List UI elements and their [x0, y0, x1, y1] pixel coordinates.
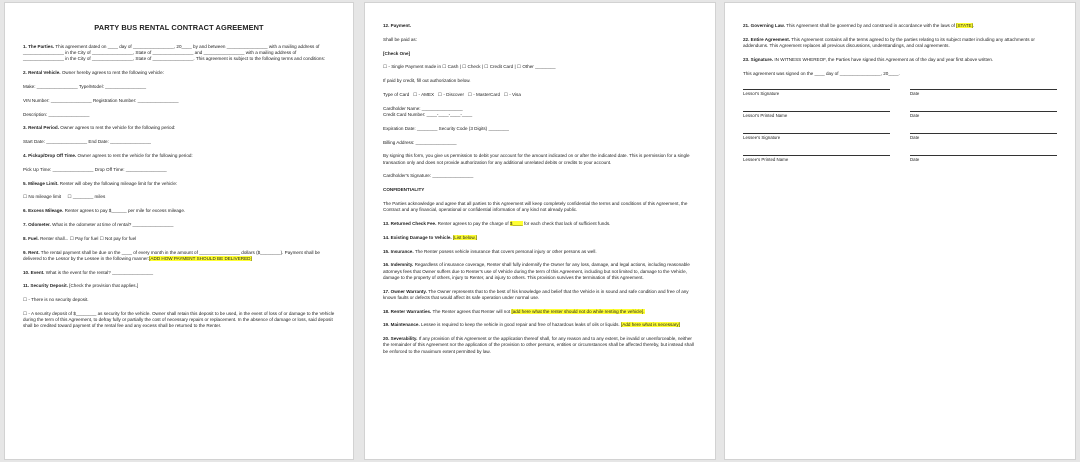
- clause-heading: [Check One]: [383, 50, 411, 56]
- clause-heading: 9. Rent.: [23, 249, 40, 255]
- clause-text: Billing Address: ________________: [383, 139, 457, 145]
- page1-paragraph: [23, 250, 335, 262]
- clause-heading: 20. Severability.: [383, 336, 418, 342]
- clause-heading: 14. Existing Damage to Vehicle.: [383, 234, 452, 240]
- clause-text: Description: ________________: [23, 111, 90, 117]
- document-page-1: [4, 2, 354, 460]
- clause-text: This Agreement contains all the terms agreed to by the parties relating to its subject matter including any attachments or addendums. This Agreement replaces all previous discussions, understandings, and oral agreements.: [743, 36, 1037, 48]
- page1-paragraph: [23, 139, 335, 145]
- page2-paragraph: [383, 187, 697, 193]
- clause-text: ☐ - A security deposit of $________ as security for the vehicle. Owner shall retain this deposit to be used, in the event of loss of or damage to the Vehicle during the term of this Agreement, to defray fully or partially the cost of necessary repairs or replacement. In the absence of damage or loss, said deposit shall be credited toward payment of the rental fee and any excess shall be returned to the Renter.: [23, 310, 336, 329]
- clause-text: for each check that lack of sufficient funds.: [522, 220, 611, 226]
- page2-paragraph: [383, 23, 697, 29]
- clause-text: The Renter agrees that Renter will not: [431, 308, 512, 314]
- clause-text: Renter agrees to pay the charge of: [436, 220, 510, 226]
- page1-paragraph: [23, 283, 335, 289]
- clause-heading: CONFIDENTIALITY: [383, 187, 425, 193]
- clause-text: VIN Number: ________________ Registration Number: ________________: [23, 97, 179, 103]
- page1-paragraph: [23, 222, 335, 228]
- clause-text: Pick Up Time: ________________ Drop Off Time: ________________: [23, 166, 167, 172]
- page2-paragraph: [383, 106, 697, 118]
- clause-text: Shall be paid as:: [383, 36, 417, 42]
- page1-paragraph: [23, 153, 335, 159]
- clause-text: This agreement was signed on the ____ day of ________________, 20____.: [743, 70, 900, 76]
- page3-paragraph: [743, 71, 1057, 77]
- page2-paragraph: [383, 140, 697, 146]
- clause-text: What is the event for the rental? ________________: [44, 269, 153, 275]
- clause-text: Renter will obey the following mileage limit for the vehicle:: [58, 180, 178, 186]
- page2-paragraph: [383, 92, 697, 98]
- clause-text: If any provision of this Agreement or the application thereof shall, for any reason and to any extent, be invalid or unenforceable, neither the remainder of this Agreement nor the application of the provision to other persons, entities or circumstances shall be affected thereby, but instead shall be enforced to the maximum extent permitted by law.: [383, 336, 696, 354]
- clause-heading: 3. Rental Period.: [23, 125, 59, 131]
- page-3-body: [743, 23, 1057, 77]
- clause-text: This agreement dated on ____ day of ________________, 20____ by and between ________________ with a mailing address of ________________ in the City of ________________, State of ________________ and ________________ with a mailing address of ________________ in the City of ________________, State of ________________. This agreement is subject to the following terms and conditions:: [23, 44, 326, 62]
- clause-text: What is the odometer at time of rental? ________________: [50, 221, 174, 227]
- page1-paragraph: [23, 181, 335, 187]
- clause-text: ☐ - Single Payment made in ☐ Cash | ☐ Check | ☐ Credit Card | ☐ Other ________: [383, 64, 556, 70]
- clause-text: IN WITNESS WHEREOF, the Parties have signed this Agreement as of the day and year first above written.: [773, 56, 994, 62]
- page2-paragraph: [383, 249, 697, 255]
- page-1-body: [23, 44, 335, 330]
- clause-text: Regardless of insurance coverage, Renter shall fully indemnify the Owner for any loss, damage, and legal actions, including reasonable attorneys fees that Owner suffers due to Renter's use of Vehicle during the term of this Agreement, including but not limited to, damage to the Vehicle, damage to the property of others, injury to Renter, and injury to others. This provision survives the termination of this Agreement.: [383, 262, 692, 280]
- clause-text: Make: ________________ Type/Model: ________________: [23, 84, 147, 89]
- signature-line: Date: [910, 111, 1057, 119]
- clause-text: Cardholder's Signature: ________________: [383, 173, 474, 179]
- page3-paragraph: [743, 57, 1057, 63]
- page1-paragraph: [23, 208, 335, 214]
- clause-heading: 13. Returned Check Fee.: [383, 220, 437, 226]
- clause-text: .: [972, 23, 975, 28]
- page1-paragraph: [23, 194, 335, 200]
- page2-paragraph: [383, 153, 697, 165]
- page1-paragraph: [23, 167, 335, 173]
- clause-heading: 8. Fuel.: [23, 235, 39, 241]
- clause-text: ☐ No mileage limit ☐ ________ miles: [23, 194, 106, 200]
- page2-paragraph: [383, 336, 697, 355]
- clause-text: The rental payment shall be due on the ____ of every month in the amount of ________________ dollars ($________). Payment shall be delivered to the Lessor by the Lessee in the following manner:: [23, 249, 322, 261]
- page1-paragraph: [23, 297, 335, 303]
- signature-line: Lessor's Signature: [743, 89, 890, 97]
- clause-heading: 23. Signature.: [743, 56, 774, 62]
- page1-paragraph: [23, 236, 335, 242]
- signature-block: [743, 89, 1057, 164]
- page3-paragraph: [743, 37, 1057, 49]
- signature-line: Date: [910, 89, 1057, 97]
- page2-paragraph: [383, 235, 697, 241]
- page2-paragraph: [383, 173, 697, 179]
- page1-paragraph: [23, 125, 335, 131]
- page3-paragraph: [743, 23, 1057, 29]
- clause-text: Owner agrees to rent the vehicle for the following period:: [59, 125, 176, 131]
- clause-text: The Owner represents that to the best of his knowledge and belief that the Vehicle is in sound and safe condition and free of any known faults or defects that would affect its safe operation under normal use.: [383, 288, 690, 300]
- highlighted-placeholder: $____: [509, 220, 523, 226]
- clause-text: Start Date: ________________ End Date: ________________: [23, 139, 151, 145]
- page1-paragraph: [23, 70, 335, 76]
- document-page-3: [724, 2, 1076, 460]
- page-2-body: [383, 23, 697, 355]
- clause-text: By signing this form, you give us permission to debit your account for the amount indicated on or after the indicated date. This is permission for a single transaction only and does not provide authorization for any additional unrelated debits or credits to your account.: [383, 153, 691, 165]
- clause-heading: 2. Rental Vehicle.: [23, 70, 61, 76]
- signature-line: Date: [910, 155, 1057, 163]
- page2-paragraph: [383, 126, 697, 132]
- page1-paragraph: [23, 84, 335, 90]
- clause-heading: 10. Event.: [23, 269, 45, 275]
- page1-paragraph: [23, 98, 335, 104]
- clause-heading: 22. Entire Agreement.: [743, 36, 791, 42]
- highlighted-placeholder: [ADD HOW PAYMENT SHOULD BE DELIVERED]: [149, 255, 252, 261]
- clause-text: This Agreement shall be governed by and construed in accordance with the laws of: [784, 23, 957, 28]
- page2-paragraph: [383, 51, 697, 57]
- highlighted-placeholder: [add here what the renter should not do while renting the vehicle].: [511, 308, 645, 314]
- page1-paragraph: [23, 311, 335, 330]
- page2-paragraph: [383, 37, 697, 43]
- highlighted-placeholder: [Add here what is necessary]: [621, 322, 680, 328]
- clause-text: Owner hereby agrees to rent the following vehicle:: [60, 70, 164, 76]
- page2-paragraph: [383, 309, 697, 315]
- clause-heading: 16. Indemnity.: [383, 262, 414, 268]
- clause-text: Cardholder Name: ________________ Credit Card Number: ____-____-____-____: [383, 105, 473, 117]
- clause-text: The Renter posess vehicle insurance that covers personal injury or other persons as well.: [413, 248, 597, 254]
- page1-paragraph: [23, 112, 335, 118]
- clause-heading: 17. Owner Warranty.: [383, 288, 427, 294]
- clause-text: If paid by credit, fill out authorization below.: [383, 78, 471, 84]
- clause-heading: 6. Excess Mileage.: [23, 208, 64, 214]
- highlighted-placeholder: [STATE]: [956, 23, 973, 28]
- signature-line: Date: [910, 133, 1057, 141]
- page2-paragraph: [383, 289, 697, 301]
- clause-heading: 1. The Parties.: [23, 44, 55, 49]
- page2-paragraph: [383, 78, 697, 84]
- clause-heading: 18. Renter Warranties.: [383, 308, 432, 314]
- clause-text: Expiration Date: ________ Security Code (3 Digits) ________: [383, 125, 509, 131]
- signature-line: Lessee's Printed Name: [743, 155, 890, 163]
- document-page-2: [364, 2, 716, 460]
- page1-paragraph: [23, 44, 335, 63]
- clause-heading: 4. Pickup/Drop Off Time.: [23, 152, 77, 158]
- clause-text: Owner agrees to rent the vehicle for the following period:: [76, 152, 193, 158]
- page2-paragraph: [383, 322, 697, 328]
- signature-line: Lessee's Signature: [743, 133, 890, 141]
- clause-heading: 5. Mileage Limit.: [23, 180, 59, 186]
- signature-line: Lessor's Printed Name: [743, 111, 890, 119]
- highlighted-placeholder: [List below.]: [452, 234, 477, 240]
- clause-heading: 21. Governing Law.: [743, 23, 785, 28]
- clause-text: The Parties acknowledge and agree that all parties to this Agreement will keep completely confidential the terms and conditions of this Agreement, the Contract and any financial, operational or confidential information of any kind not already public.: [383, 200, 689, 213]
- clause-heading: 11. Security Deposit.: [23, 283, 68, 289]
- document-title: PARTY BUS RENTAL CONTRACT AGREEMENT: [94, 23, 264, 32]
- clause-heading: 19. Maintenance.: [383, 322, 420, 328]
- clause-heading: 15. Insurance.: [383, 248, 414, 254]
- clause-text: Lessee is required to keep the vehicle in good repair and free of hazardous leaks of oils or liquids.: [419, 322, 621, 328]
- page2-paragraph: [383, 64, 697, 70]
- clause-text: Renter agrees to pay $______ per mile for excess mileage.: [63, 208, 186, 214]
- clause-text: ☐ - There is no security deposit.: [23, 297, 89, 303]
- page1-paragraph: [23, 270, 335, 276]
- clause-text: Type of Card ☐ - AMEX ☐ - Discover ☐ - MasterCard ☐ - Visa: [383, 91, 521, 97]
- page2-paragraph: [383, 221, 697, 227]
- clause-heading: 12. Payment.: [383, 23, 412, 28]
- clause-heading: 7. Odometer.: [23, 221, 51, 227]
- clause-text: [Check the provision that applies.]: [67, 283, 139, 289]
- page2-paragraph: [383, 201, 697, 213]
- page2-paragraph: [383, 262, 697, 281]
- clause-text: Renter shall... ☐ Pay for fuel ☐ Not pay for fuel: [38, 235, 137, 241]
